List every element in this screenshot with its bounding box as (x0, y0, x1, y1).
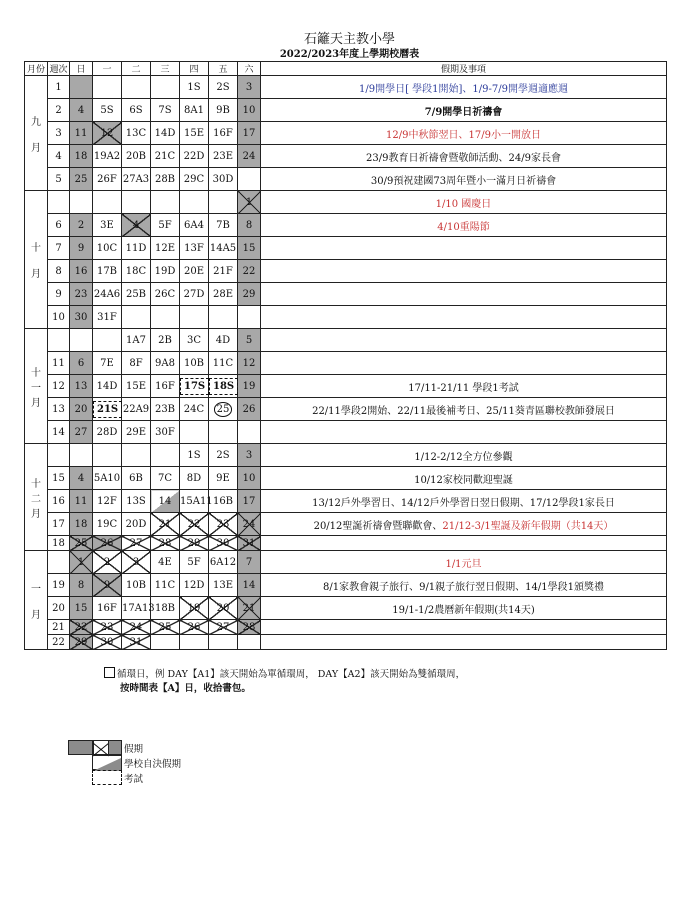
event-cell: 1/12-2/12全方位參觀 (261, 444, 667, 467)
day-cell: 13F (180, 237, 209, 260)
week-cell: 8 (48, 260, 70, 283)
day-cell: 7E (93, 352, 122, 375)
holiday-cell: 21 (238, 597, 261, 620)
day-cell: 6A4 (180, 214, 209, 237)
event-cell (261, 352, 667, 375)
table-row (25, 421, 667, 444)
day-cell: 8A1 (180, 99, 209, 122)
month-label-oct: 十 月 (25, 191, 48, 329)
header-events: 假期及事項 (261, 62, 667, 76)
day-cell: 10B (122, 574, 151, 597)
day-cell: 31F (93, 306, 122, 329)
school-calendar-table (24, 61, 667, 650)
day-cell: 11 (70, 490, 93, 513)
day-cell: 5 (238, 329, 261, 352)
day-cell: 4 (70, 99, 93, 122)
day-cell (238, 421, 261, 444)
day-cell: 3E (93, 214, 122, 237)
holiday-cell: 30 (93, 635, 122, 650)
day-cell: 21C (151, 145, 180, 168)
day-cell: 30 (70, 306, 93, 329)
table-row (25, 352, 667, 375)
day-cell (70, 191, 93, 214)
day-cell: 18 (70, 145, 93, 168)
holiday-cell: 29 (70, 635, 93, 650)
day-cell: 29C (180, 168, 209, 191)
day-cell (122, 76, 151, 99)
event-cell (261, 283, 667, 306)
week-cell (48, 191, 70, 214)
header-week: 週次 (48, 62, 70, 76)
event-cell: 1/10 國慶日 (261, 191, 667, 214)
day-cell: 20 (70, 398, 93, 421)
legend-exam-label: 考試 (124, 774, 144, 785)
day-cell (238, 306, 261, 329)
day-cell: 12E (151, 237, 180, 260)
table-row (25, 490, 667, 513)
day-cell (180, 421, 209, 444)
table-row (25, 214, 667, 237)
day-cell (93, 191, 122, 214)
day-cell: 10C (93, 237, 122, 260)
legend-holiday-swatch (68, 740, 94, 755)
event-cell (261, 421, 667, 444)
day-cell (70, 329, 93, 352)
day-cell: 6A12 (209, 551, 238, 574)
header-thu: 四 (180, 62, 209, 76)
day-cell: 17 (238, 122, 261, 145)
week-cell: 17 (48, 513, 70, 536)
day-cell: 28B (151, 168, 180, 191)
day-cell: 15E (180, 122, 209, 145)
table-row (25, 191, 667, 214)
day-cell: 16B (209, 490, 238, 513)
day-cell: 9E (209, 467, 238, 490)
holiday-cell: 24 (122, 620, 151, 635)
day-cell (70, 76, 93, 99)
day-cell (209, 306, 238, 329)
day-cell: 19A2 (93, 145, 122, 168)
day-cell (122, 306, 151, 329)
day-cell: 19C (93, 513, 122, 536)
event-cell (261, 237, 667, 260)
header-tue: 二 (122, 62, 151, 76)
week-cell (48, 444, 70, 467)
event-cell: 1/1元旦 (261, 551, 667, 574)
header-fri: 五 (209, 62, 238, 76)
month-label-nov: 十 一 月 (25, 329, 48, 444)
day-cell: 12D (180, 574, 209, 597)
holiday-cell: 23 (209, 513, 238, 536)
day-cell: 25 (70, 168, 93, 191)
event-cell: 4/10重陽節 (261, 214, 667, 237)
event-cell (261, 329, 667, 352)
table-row (25, 76, 667, 99)
day-cell: 30D (209, 168, 238, 191)
day-cell: 18C (122, 260, 151, 283)
note-line-2: 按時間表【A】日，收拾書包。 (120, 683, 251, 694)
day-cell (151, 306, 180, 329)
holiday-cell: 21 (151, 513, 180, 536)
day-cell: 1 (238, 191, 261, 214)
holiday-cell: 31 (122, 635, 151, 650)
day-cell: 1S (180, 444, 209, 467)
day-cell: 13 (70, 375, 93, 398)
day-cell (238, 635, 261, 650)
day-cell: 23 (70, 283, 93, 306)
day-cell: 23B (151, 398, 180, 421)
day-cell: 20D (122, 513, 151, 536)
week-cell: 5 (48, 168, 70, 191)
exam-day-cell (93, 398, 122, 421)
day-cell (238, 168, 261, 191)
table-row (25, 597, 667, 620)
day-cell: 7S (151, 99, 180, 122)
day-cell: 18 (70, 513, 93, 536)
calendar-title: 2022/2023年度上學期校曆表 (279, 49, 420, 60)
week-cell: 15 (48, 467, 70, 490)
day-cell: 14D (151, 122, 180, 145)
day-cell (151, 444, 180, 467)
day-cell: 4E (151, 551, 180, 574)
holiday-cell: 24 (238, 513, 261, 536)
day-cell: 5A10 (93, 467, 122, 490)
day-cell: 19D (151, 260, 180, 283)
day-cell: 30F (151, 421, 180, 444)
table-row (25, 551, 667, 574)
day-cell: 21F (209, 260, 238, 283)
week-cell: 10 (48, 306, 70, 329)
day-cell: 1A7 (122, 329, 151, 352)
day-cell (180, 191, 209, 214)
day-cell: 14A5 (209, 237, 238, 260)
day-cell (209, 421, 238, 444)
day-cell: 17B (93, 260, 122, 283)
day-cell: 8 (70, 574, 93, 597)
week-cell: 21 (48, 620, 70, 635)
day-cell (70, 444, 93, 467)
holiday-cell: 19 (180, 597, 209, 620)
day-cell (209, 191, 238, 214)
holiday-cell: 20 (209, 597, 238, 620)
day-cell: 16F (93, 597, 122, 620)
day-cell: 10 (238, 99, 261, 122)
day-cell: 22A9 (122, 398, 151, 421)
day-cell: 25B (122, 283, 151, 306)
day-cell: 2B (151, 329, 180, 352)
day-cell: 3 (238, 444, 261, 467)
day-cell: 11C (209, 352, 238, 375)
table-row (25, 635, 667, 650)
holiday-cell: 23 (93, 620, 122, 635)
table-row (25, 513, 667, 536)
day-cell: 26C (151, 283, 180, 306)
day-cell (93, 329, 122, 352)
exam-day-label: 21S (93, 401, 122, 418)
legend-school-holiday-swatch (92, 755, 122, 770)
holiday-cell: 28 (238, 620, 261, 635)
cycle-day-note (104, 667, 465, 696)
day-cell: 11 (70, 122, 93, 145)
day-cell: 15 (238, 237, 261, 260)
day-cell: 22 (238, 260, 261, 283)
table-row (25, 574, 667, 597)
day-cell: 19 (238, 375, 261, 398)
day-cell: 15A11 (180, 490, 209, 513)
exam-day-label: 17S (180, 378, 209, 395)
day-cell: 7C (151, 467, 180, 490)
day-cell: 7 (238, 551, 261, 574)
day-cell: 14 (238, 574, 261, 597)
day-cell: 28E (209, 283, 238, 306)
day-cell: 24C (180, 398, 209, 421)
day-cell: 5F (151, 214, 180, 237)
holiday-cell: 29 (180, 536, 209, 551)
week-cell: 9 (48, 283, 70, 306)
event-cell: 30/9預祝建國73周年暨小一滿月日祈禱會 (261, 168, 667, 191)
week-cell (48, 329, 70, 352)
event-cell (261, 620, 667, 635)
legend-holiday-swatch-2 (108, 740, 122, 755)
header-wed: 三 (151, 62, 180, 76)
legend-school-holiday-label: 學校自決假期 (124, 759, 182, 770)
week-cell: 4 (48, 145, 70, 168)
day-cell: 29E (122, 421, 151, 444)
holiday-cell: 2 (93, 551, 122, 574)
day-cell: 4D (209, 329, 238, 352)
month-label-dec: 十 二 月 (25, 444, 48, 551)
day-cell: 7B (209, 214, 238, 237)
event-cell: 17/11-21/11 學段1考試 (261, 375, 667, 398)
holiday-cell: 27 (209, 620, 238, 635)
holiday-cell: 26 (93, 536, 122, 551)
day-cell (151, 76, 180, 99)
day-cell: 16 (70, 260, 93, 283)
holiday-cell: 30 (209, 536, 238, 551)
legend-exam-swatch (92, 770, 122, 785)
day-cell (180, 635, 209, 650)
school-name: 石籬天主教小學 (303, 32, 395, 47)
day-cell: 23E (209, 145, 238, 168)
day-cell: 24A6 (93, 283, 122, 306)
day-cell: 12F (93, 490, 122, 513)
event-cell: 12/9中秋節翌日、17/9小一開放日 (261, 122, 667, 145)
table-row (25, 168, 667, 191)
day-cell (122, 444, 151, 467)
day-cell (122, 191, 151, 214)
day-cell: 26 (238, 398, 261, 421)
day-cell: 17 (238, 490, 261, 513)
day-cell (209, 635, 238, 650)
circled-day-label: 25 (214, 402, 233, 417)
header-sun: 日 (70, 62, 93, 76)
event-cell: 8/1家教會親子旅行、9/1親子旅行翌日假期、14/1學段1頒獎禮 (261, 574, 667, 597)
week-cell: 22 (48, 635, 70, 650)
week-cell: 20 (48, 597, 70, 620)
event-cell (261, 635, 667, 650)
day-cell: 22D (180, 145, 209, 168)
week-cell (48, 551, 70, 574)
table-row (25, 375, 667, 398)
day-cell: 2S (209, 444, 238, 467)
table-row (25, 122, 667, 145)
holiday-cell: 25 (151, 620, 180, 635)
day-cell (151, 191, 180, 214)
event-cell: 19/1-1/2農曆新年假期(共14天) (261, 597, 667, 620)
day-cell: 4 (122, 214, 151, 237)
day-cell: 5F (180, 551, 209, 574)
event-cell (261, 513, 667, 536)
week-cell: 1 (48, 76, 70, 99)
week-cell: 11 (48, 352, 70, 375)
day-cell: 13E (209, 574, 238, 597)
week-cell: 19 (48, 574, 70, 597)
week-cell: 7 (48, 237, 70, 260)
holiday-cell: 28 (151, 536, 180, 551)
month-label-jan: 一 月 (25, 551, 48, 650)
week-cell: 14 (48, 421, 70, 444)
day-cell: 29 (238, 283, 261, 306)
table-row (25, 237, 667, 260)
header-row (25, 62, 667, 76)
day-cell: 8D (180, 467, 209, 490)
holiday-cell: 25 (70, 536, 93, 551)
day-cell: 27A3 (122, 168, 151, 191)
table-row (25, 536, 667, 551)
event-cell (261, 260, 667, 283)
day-cell: 4 (70, 467, 93, 490)
day-cell (93, 444, 122, 467)
day-cell: 13C (122, 122, 151, 145)
holiday-cell: 22 (70, 620, 93, 635)
school-holiday-cell (209, 398, 238, 421)
day-cell: 11D (122, 237, 151, 260)
week-cell: 6 (48, 214, 70, 237)
month-label-sep: 九 月 (25, 76, 48, 191)
week-cell: 16 (48, 490, 70, 513)
day-cell (151, 635, 180, 650)
table-row (25, 260, 667, 283)
day-cell: 12 (238, 352, 261, 375)
table-row (25, 620, 667, 635)
day-cell: 6S (122, 99, 151, 122)
day-cell: 2 (70, 214, 93, 237)
day-cell: 26F (93, 168, 122, 191)
holiday-cell: 27 (122, 536, 151, 551)
week-cell: 2 (48, 99, 70, 122)
week-cell: 12 (48, 375, 70, 398)
day-cell: 1S (180, 76, 209, 99)
school-holiday-cell: 14 (151, 490, 180, 513)
holiday-cell: 31 (238, 536, 261, 551)
day-cell: 15E (122, 375, 151, 398)
day-cell: 9A8 (151, 352, 180, 375)
week-cell: 13 (48, 398, 70, 421)
table-row (25, 145, 667, 168)
day-cell: 6 (70, 352, 93, 375)
day-cell (180, 306, 209, 329)
event-cell: 22/11學段2開始、22/11最後補考日、25/11葵青區聯校教師發展日 (261, 398, 667, 421)
week-cell: 18 (48, 536, 70, 551)
day-cell (93, 76, 122, 99)
event-cell: 13/12戶外學習日、14/12戶外學習日翌日假期、17/12學段1家長日 (261, 490, 667, 513)
day-cell: 18B (151, 597, 180, 620)
holiday-cell: 22 (180, 513, 209, 536)
cycle-day-symbol-icon (104, 667, 115, 678)
exam-day-cell (180, 375, 209, 398)
day-cell: 2S (209, 76, 238, 99)
day-cell: 6B (122, 467, 151, 490)
event-cell (261, 306, 667, 329)
day-cell: 24 (238, 145, 261, 168)
table-row (25, 444, 667, 467)
table-row (25, 306, 667, 329)
day-cell: 27 (70, 421, 93, 444)
week-cell: 3 (48, 122, 70, 145)
note-line-1: 循環日，例 DAY【A1】該天開始為單循環周， DAY【A2】該天開始為雙循環周， (117, 669, 466, 680)
table-row (25, 398, 667, 421)
day-cell: 13S (122, 490, 151, 513)
day-cell: 20E (180, 260, 209, 283)
holiday-cell: 9 (93, 574, 122, 597)
day-cell: 8F (122, 352, 151, 375)
day-cell: 8 (238, 214, 261, 237)
day-cell: 16F (151, 375, 180, 398)
legend-holiday-label: 假期 (124, 744, 144, 755)
table-row (25, 329, 667, 352)
holiday-cell: 1 (70, 551, 93, 574)
header-mon: 一 (93, 62, 122, 76)
event-cell (261, 536, 667, 551)
event-cell: 7/9開學日祈禱會 (261, 99, 667, 122)
day-cell: 10B (180, 352, 209, 375)
exam-day-label: 18S (209, 378, 238, 395)
table-row (25, 283, 667, 306)
table-row (25, 467, 667, 490)
holiday-cell: 26 (180, 620, 209, 635)
day-cell: 9B (209, 99, 238, 122)
event-text: 20/12聖誕祈禱會暨聯歡會、 (313, 520, 443, 532)
exam-day-cell (209, 375, 238, 398)
event-cell: 10/12家校同歡迎聖誕 (261, 467, 667, 490)
day-cell: 12 (93, 122, 122, 145)
holiday-cell: 3 (122, 551, 151, 574)
day-cell: 27D (180, 283, 209, 306)
header-month: 月份 (25, 62, 48, 76)
day-cell: 14D (93, 375, 122, 398)
day-cell: 20B (122, 145, 151, 168)
day-cell: 3C (180, 329, 209, 352)
event-cell: 1/9開學日[ 學段1開始]、1/9-7/9開學週適應週 (261, 76, 667, 99)
day-cell: 15 (70, 597, 93, 620)
event-text-holiday: 21/12-3/1聖誕及新年假期（共14天） (442, 520, 614, 532)
header-sat: 六 (238, 62, 261, 76)
day-cell: 17A13 (122, 597, 151, 620)
day-cell: 5S (93, 99, 122, 122)
day-cell: 28D (93, 421, 122, 444)
table-row (25, 99, 667, 122)
day-cell: 11C (151, 574, 180, 597)
day-cell: 3 (238, 76, 261, 99)
event-cell: 23/9教育日祈禱會暨敬師活動、24/9家長會 (261, 145, 667, 168)
day-cell: 9 (70, 237, 93, 260)
day-cell: 16F (209, 122, 238, 145)
day-cell: 10 (238, 467, 261, 490)
